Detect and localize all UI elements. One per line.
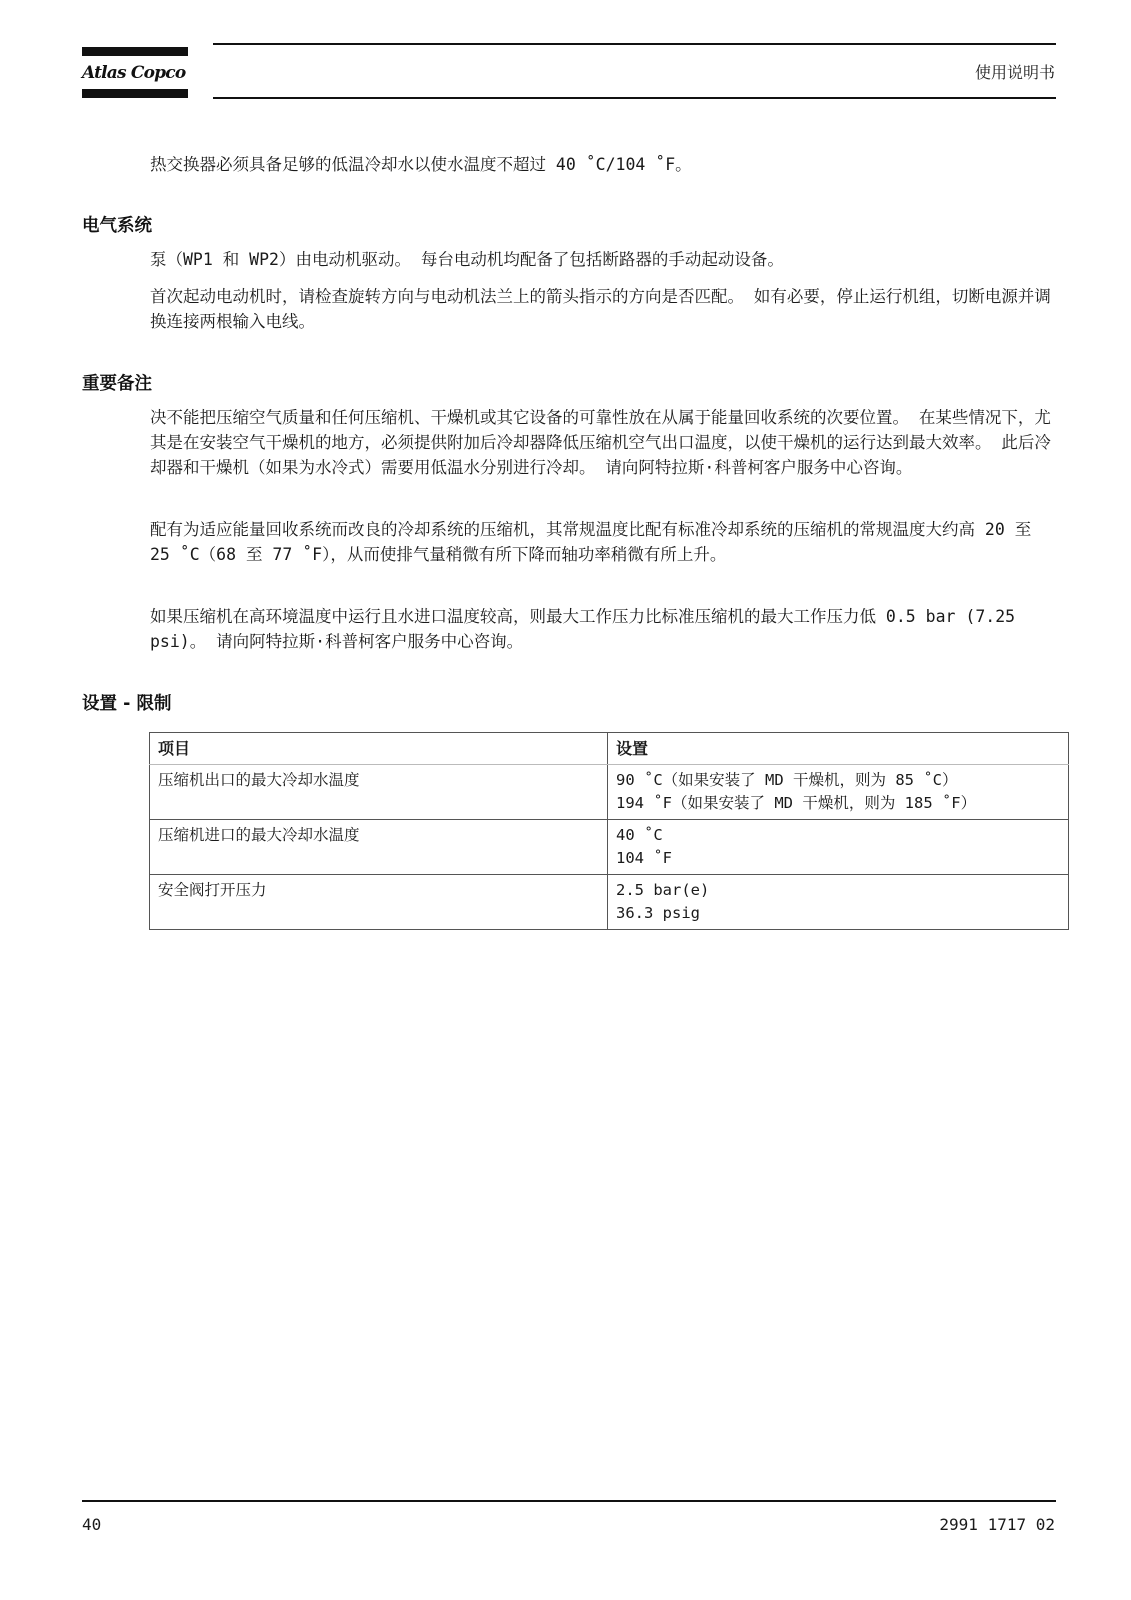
settings-table xyxy=(149,732,1069,930)
setting-value: 194 ˚F（如果安装了 MD 干燥机，则为 185 ˚F） xyxy=(616,794,977,812)
table-cell-item: 压缩机进口的最大冷却水温度 xyxy=(150,820,608,875)
intro-paragraph: 热交换器必须具备足够的低温冷却水以使水温度不超过 40 ˚C/104 ˚F。 xyxy=(150,155,692,174)
table-header-row xyxy=(150,733,1069,765)
table-row xyxy=(150,765,1069,820)
logo-text: Atlas Copco xyxy=(82,63,186,83)
notes-paragraph-1: 决不能把压缩空气质量和任何压缩机、干燥机或其它设备的可靠性放在从属于能量回收系统的次要位置。 在某些情况下，尤其是在安装空气干燥机的地方，必须提供附加后冷却器降低压缩机空气出口温度，以使干燥机的运行达到最大效率。 此后冷却器和干燥机（如果为水冷式）需要用低温水分别进行冷却。 请向阿特拉斯·科普柯客户服务中心咨询。 xyxy=(150,408,1051,477)
notes-paragraph-3: 如果压缩机在高环境温度中运行且水进口温度较高，则最大工作压力比标准压缩机的最大工作压力低 0.5 bar (7.25 psi)。 请向阿特拉斯·科普柯客户服务中心咨询。 xyxy=(150,607,1016,651)
header-title: 使用说明书 xyxy=(974,63,1055,82)
footer-rule xyxy=(82,1500,1056,1502)
setting-value: 90 ˚C（如果安装了 MD 干燥机，则为 85 ˚C） xyxy=(616,771,958,789)
table-cell-item: 安全阀打开压力 xyxy=(150,875,608,930)
table-row xyxy=(150,875,1069,930)
header-rule-top xyxy=(213,43,1056,45)
document-number: 2991 1717 02 xyxy=(939,1515,1055,1534)
setting-value: 104 ˚F xyxy=(616,849,672,867)
setting-value: 36.3 psig xyxy=(616,904,700,922)
section-heading-notes: 重要备注 xyxy=(82,374,152,394)
notes-paragraph-2: 配有为适应能量回收系统而改良的冷却系统的压缩机，其常规温度比配有标准冷却系统的压缩机的常规温度大约高 20 至 25 ˚C（68 至 77 ˚F），从而使排气量稍微有所下降而轴功率稍微有所上升。 xyxy=(150,520,1032,564)
table-header-setting: 设置 xyxy=(608,733,1069,765)
setting-value: 2.5 bar(e) xyxy=(616,881,710,899)
table-cell-setting xyxy=(608,765,1069,820)
table-row xyxy=(150,820,1069,875)
logo-bar-top xyxy=(82,47,188,56)
table-cell-setting xyxy=(608,820,1069,875)
table-header-item: 项目 xyxy=(150,733,608,765)
table-cell-item: 压缩机出口的最大冷却水温度 xyxy=(150,765,608,820)
page-number: 40 xyxy=(82,1515,102,1534)
section-heading-electrical: 电气系统 xyxy=(82,216,152,236)
electrical-paragraph-1: 泵（WP1 和 WP2）由电动机驱动。 每台电动机均配备了包括断路器的手动起动设备。 xyxy=(150,250,784,269)
logo-bar-bottom xyxy=(82,89,188,98)
table-cell-setting xyxy=(608,875,1069,930)
section-heading-settings: 设置 - 限制 xyxy=(82,694,172,714)
header-rule-bottom xyxy=(213,97,1056,99)
setting-value: 40 ˚C xyxy=(616,826,663,844)
electrical-paragraph-2: 首次起动电动机时，请检查旋转方向与电动机法兰上的箭头指示的方向是否匹配。 如有必要，停止运行机组，切断电源并调换连接两根输入电线。 xyxy=(150,287,1051,331)
brand-logo xyxy=(82,47,188,99)
